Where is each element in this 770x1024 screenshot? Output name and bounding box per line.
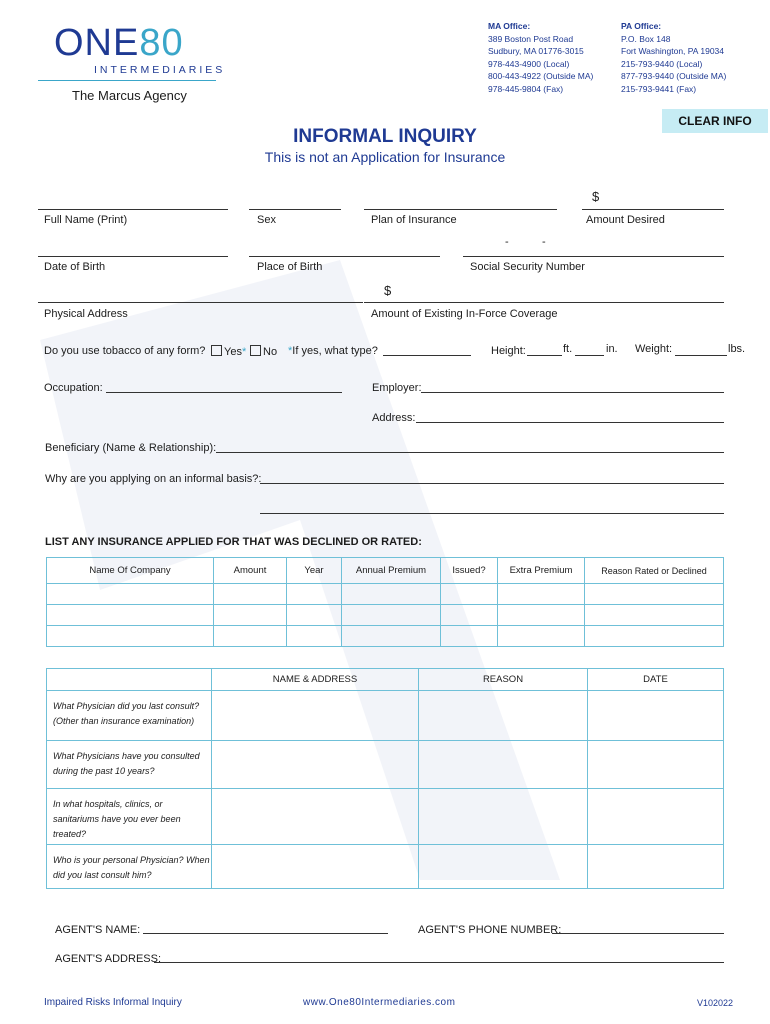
dollar-sign: $	[592, 189, 600, 204]
weight-label: Weight:	[635, 343, 673, 355]
col-annual-premium: Annual Premium	[342, 558, 441, 584]
table-cell[interactable]	[212, 789, 419, 845]
col-reason-rated: Reason Rated or Declined	[585, 558, 724, 584]
sex-label: Sex	[257, 214, 276, 226]
table-row	[47, 605, 724, 626]
height-in-field[interactable]	[575, 341, 604, 356]
employer-label: Employer:	[372, 382, 422, 394]
ssn-label: Social Security Number	[470, 261, 585, 273]
beneficiary-field[interactable]	[216, 438, 724, 453]
table-cell[interactable]	[342, 605, 441, 626]
plan-of-insurance-field[interactable]	[364, 195, 557, 210]
table-cell[interactable]	[212, 741, 419, 789]
amount-desired-label: Amount Desired	[586, 214, 665, 226]
agent-address-label: AGENT'S ADDRESS:	[55, 953, 162, 965]
tobacco-type-label	[288, 345, 378, 357]
table-cell[interactable]	[47, 584, 214, 605]
ssn-field[interactable]	[463, 242, 724, 257]
agent-phone-field[interactable]	[552, 919, 724, 934]
declined-section-heading: LIST ANY INSURANCE APPLIED FOR THAT WAS DECLINED OR RATED:	[45, 536, 422, 548]
table-cell[interactable]	[585, 605, 724, 626]
logo-eighty-text: 80	[139, 22, 184, 64]
in-label: in.	[606, 343, 618, 355]
height-label: Height:	[491, 345, 526, 357]
yes-label: Yes	[224, 346, 242, 358]
table-cell[interactable]	[498, 584, 585, 605]
physical-address-field[interactable]	[38, 288, 363, 303]
pa-office-line: Fort Washington, PA 19034	[621, 46, 725, 56]
table-cell[interactable]	[419, 741, 588, 789]
table-cell[interactable]	[214, 605, 287, 626]
table-cell[interactable]	[498, 626, 585, 647]
form-title: INFORMAL INQUIRY	[293, 126, 477, 147]
tobacco-no-option[interactable]	[250, 345, 277, 358]
table-row	[47, 584, 724, 605]
table-cell[interactable]	[287, 626, 342, 647]
col-question	[47, 669, 212, 691]
dob-label: Date of Birth	[44, 261, 106, 273]
col-date: DATE	[588, 669, 724, 691]
col-issued: Issued?	[441, 558, 498, 584]
sex-field[interactable]	[249, 195, 341, 210]
full-name-field[interactable]	[38, 195, 228, 210]
col-extra-premium: Extra Premium	[498, 558, 585, 584]
agent-name-field[interactable]	[143, 919, 388, 934]
required-asterisk: *	[241, 346, 247, 358]
table-cell[interactable]	[588, 741, 724, 789]
logo-wordmark	[54, 22, 184, 65]
existing-coverage-label: Amount of Existing In-Force Coverage	[371, 308, 558, 320]
pob-label: Place of Birth	[257, 261, 323, 273]
table-cell[interactable]	[588, 845, 724, 889]
tobacco-type-field[interactable]	[383, 341, 471, 356]
required-asterisk: *	[288, 345, 293, 357]
why-label: Why are you applying on an informal basis?:	[45, 473, 262, 485]
if-yes-text: If yes, what type?	[292, 345, 378, 357]
amount-desired-field[interactable]	[582, 195, 724, 210]
agent-name-label: AGENT'S NAME:	[55, 924, 141, 936]
table-row	[47, 845, 724, 889]
table-cell[interactable]	[419, 691, 588, 741]
employer-address-field[interactable]	[416, 408, 724, 423]
table-cell[interactable]	[588, 691, 724, 741]
logo-subtitle: INTERMEDIARIES	[94, 64, 226, 76]
col-name-of-company: Name Of Company	[47, 558, 214, 584]
table-cell[interactable]	[212, 691, 419, 741]
why-field[interactable]	[260, 469, 724, 484]
table-cell[interactable]	[441, 605, 498, 626]
physician-question: What Physician did you last consult? (Other than insurance examination)	[47, 691, 212, 741]
height-ft-field[interactable]	[527, 341, 562, 356]
pa-office-line: 215-793-9440 (Local)	[621, 58, 703, 69]
lbs-label: lbs.	[728, 343, 746, 355]
plan-label: Plan of Insurance	[371, 214, 457, 226]
ma-office-line: 978-445-9804 (Fax)	[488, 83, 564, 94]
physician-question: What Physicians have you consulted during the past 10 years?	[47, 741, 212, 789]
table-cell[interactable]	[47, 626, 214, 647]
col-reason: REASON	[419, 669, 588, 691]
occupation-field[interactable]	[106, 378, 342, 393]
table-header-row	[47, 558, 724, 584]
table-cell[interactable]	[585, 584, 724, 605]
place-of-birth-field[interactable]	[249, 242, 440, 257]
existing-coverage-field[interactable]	[364, 288, 724, 303]
tobacco-yes-option[interactable]	[211, 345, 246, 358]
table-cell[interactable]	[287, 605, 342, 626]
table-cell[interactable]	[214, 626, 287, 647]
table-cell[interactable]	[47, 605, 214, 626]
weight-field[interactable]	[675, 341, 727, 356]
table-row	[47, 741, 724, 789]
full-name-label: Full Name (Print)	[44, 214, 128, 226]
declined-insurance-table	[46, 557, 724, 647]
pa-office-heading: PA Office:	[621, 21, 662, 31]
col-name-address: NAME & ADDRESS	[212, 669, 419, 691]
ma-office-line: 978-443-4900 (Local)	[488, 58, 570, 69]
address-label: Physical Address	[44, 308, 128, 320]
table-cell[interactable]	[441, 584, 498, 605]
pa-office-block	[621, 20, 726, 95]
why-field-line-2[interactable]	[260, 499, 724, 514]
ssn-dash: -	[542, 236, 546, 248]
form-subtitle: This is not an Application for Insurance	[264, 149, 506, 165]
physician-question: Who is your personal Physician? When did you last consult him?	[47, 845, 212, 889]
ma-office-line: 800-443-4922 (Outside MA)	[488, 71, 594, 81]
occupation-label: Occupation:	[44, 382, 103, 394]
employer-field[interactable]	[421, 378, 724, 393]
ma-office-line: Sudbury, MA 01776-3015	[488, 46, 584, 56]
ma-office-heading: MA Office:	[488, 21, 531, 31]
table-cell[interactable]	[441, 626, 498, 647]
table-cell[interactable]	[419, 845, 588, 889]
table-cell[interactable]	[342, 584, 441, 605]
clear-info-button[interactable]: CLEAR INFO	[662, 109, 768, 133]
tobacco-question: Do you use tobacco of any form?	[44, 345, 206, 357]
physician-table	[46, 668, 724, 889]
col-amount: Amount	[214, 558, 287, 584]
table-header-row	[47, 669, 724, 691]
table-cell[interactable]	[585, 626, 724, 647]
pa-office-line: P.O. Box 148	[621, 33, 671, 44]
table-cell[interactable]	[212, 845, 419, 889]
table-cell[interactable]	[287, 584, 342, 605]
physician-question: In what hospitals, clinics, or sanitariums have you ever been treated?	[47, 789, 212, 845]
logo-divider	[38, 80, 216, 81]
table-row	[47, 626, 724, 647]
footer-website-link[interactable]: www.One80Intermediaries.com	[303, 997, 456, 1008]
ma-office-block	[488, 20, 593, 95]
table-cell[interactable]	[342, 626, 441, 647]
col-year: Year	[287, 558, 342, 584]
table-row	[47, 691, 724, 741]
no-label: No	[263, 346, 278, 358]
table-cell[interactable]	[419, 789, 588, 845]
table-cell[interactable]	[588, 789, 724, 845]
pa-office-line: 215-793-9441 (Fax)	[621, 83, 697, 94]
footer-form-name: Impaired Risks Informal Inquiry	[44, 997, 182, 1008]
no-checkbox[interactable]	[250, 345, 261, 356]
employer-address-label: Address:	[372, 412, 416, 424]
dollar-sign: $	[384, 283, 392, 298]
ma-office-line: 389 Boston Post Road	[488, 33, 574, 44]
pa-office-line: 877-793-9440 (Outside MA)	[621, 71, 727, 81]
yes-checkbox[interactable]	[211, 345, 222, 356]
beneficiary-label: Beneficiary (Name & Relationship):	[45, 442, 217, 454]
agent-address-field[interactable]	[154, 948, 724, 963]
agent-phone-label: AGENT'S PHONE NUMBER:	[418, 924, 562, 936]
table-cell[interactable]	[214, 584, 287, 605]
table-cell[interactable]	[498, 605, 585, 626]
logo-one-text: ONE	[54, 22, 140, 64]
ssn-dash: -	[505, 236, 509, 248]
date-of-birth-field[interactable]	[38, 242, 228, 257]
footer-version: V102022	[697, 998, 734, 1008]
ft-label: ft.	[563, 343, 573, 355]
agency-name: The Marcus Agency	[72, 88, 187, 103]
table-row	[47, 789, 724, 845]
